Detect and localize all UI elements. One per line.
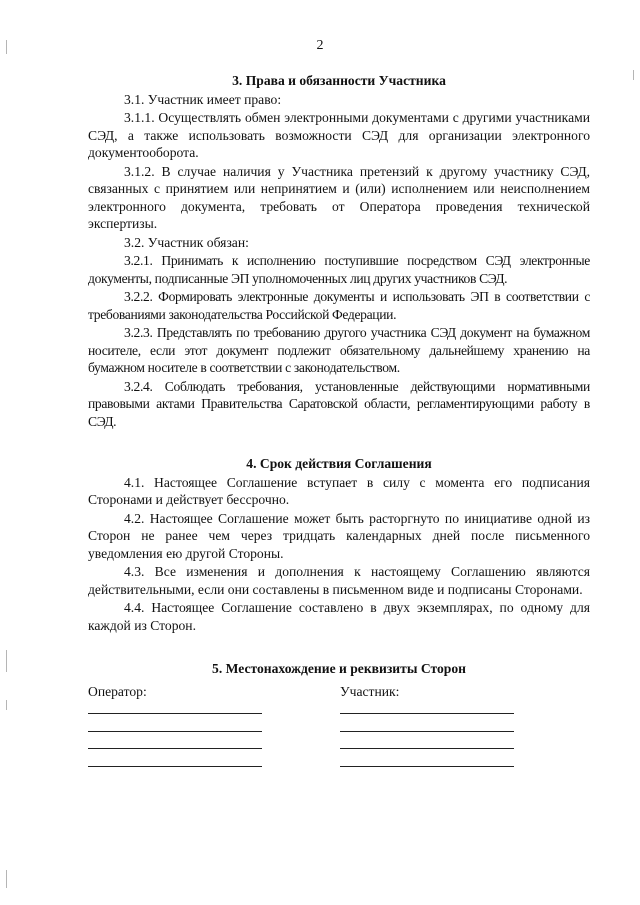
paragraph-3-1-1: 3.1.1. Осуществлять обмен электронными документами с другими участниками СЭД, а также использовать возможности СЭД для организации электронного документооборота. <box>88 110 590 160</box>
participant-blank-line <box>340 731 514 732</box>
paragraph-4-2: 4.2. Настоящее Соглашение может быть расторгнуто по инициативе одной из Сторон не ранее чем через тридцать календарных дней после письменного уведомления ею другой Стороны. <box>88 510 590 561</box>
paragraph-3-2: 3.2. Участник обязан: <box>124 234 249 250</box>
scan-margin-mark <box>633 70 634 80</box>
participant-label: Участник: <box>340 684 400 699</box>
paragraph-3-2-1: 3.2.1. Принимать к исполнению поступившие посредством СЭД электронные документы, подписанные ЭП уполномоченных лиц других участников СЭД. <box>88 253 590 286</box>
participant-blank-line <box>340 766 514 767</box>
paragraph-3-1: 3.1. Участник имеет право: <box>124 91 282 107</box>
paragraph-3-2-2: 3.2.2. Формировать электронные документы и использовать ЭП в соответствии с требованиями законодательства Российской Федерации. <box>88 289 590 322</box>
operator-column <box>88 683 264 700</box>
paragraph-3-2-4: 3.2.4. Соблюдать требования, установленные действующими нормативными правовыми актами Правительства Саратовской области, регламентирующими работу в СЭД. <box>88 378 590 429</box>
scan-margin-mark <box>6 870 7 888</box>
scan-margin-mark <box>6 700 7 710</box>
operator-label: Оператор: <box>88 684 147 699</box>
operator-blank-line <box>88 713 262 714</box>
scan-margin-mark <box>6 650 7 672</box>
operator-blank-line <box>88 748 262 749</box>
section-3-title: 3. Права и обязанности Участника <box>232 73 446 88</box>
participant-blank-line <box>340 713 514 714</box>
section-4-title: 4. Срок действия Соглашения <box>246 456 432 471</box>
participant-blank-line <box>340 748 514 749</box>
page-number: 2 <box>316 38 324 53</box>
paragraph-3-1-2: 3.1.2. В случае наличия у Участника претензий к другому участнику СЭД, связанных с принятием или непринятием и (или) исполнением или неисполнением электронного документа, требовать от Оператора проведения технической экспертизы. <box>88 163 590 231</box>
document-body <box>88 72 590 678</box>
paragraph-3-2-3: 3.2.3. Представлять по требованию другого участника СЭД документ на бумажном носителе, если этот документ подлежит обязательному дальнейшему хранению на бумажном носителе в соответствии с законодательством. <box>88 325 590 375</box>
operator-blank-line <box>88 731 262 732</box>
operator-blank-line <box>88 766 262 767</box>
participant-column <box>340 683 516 700</box>
paragraph-4-4: 4.4. Настоящее Соглашение составлено в двух экземплярах, по одному для каждой из Сторон. <box>88 600 590 633</box>
signature-block <box>88 683 590 793</box>
section-5-title: 5. Местонахождение и реквизиты Сторон <box>212 661 466 676</box>
paragraph-4-1: 4.1. Настоящее Соглашение вступает в силу с момента его подписания Сторонами и действует бессрочно. <box>88 474 590 507</box>
paragraph-4-3: 4.3. Все изменения и дополнения к настоящему Соглашению являются действительными, если они составлены в письменном виде и подписаны Сторонами. <box>88 564 590 597</box>
